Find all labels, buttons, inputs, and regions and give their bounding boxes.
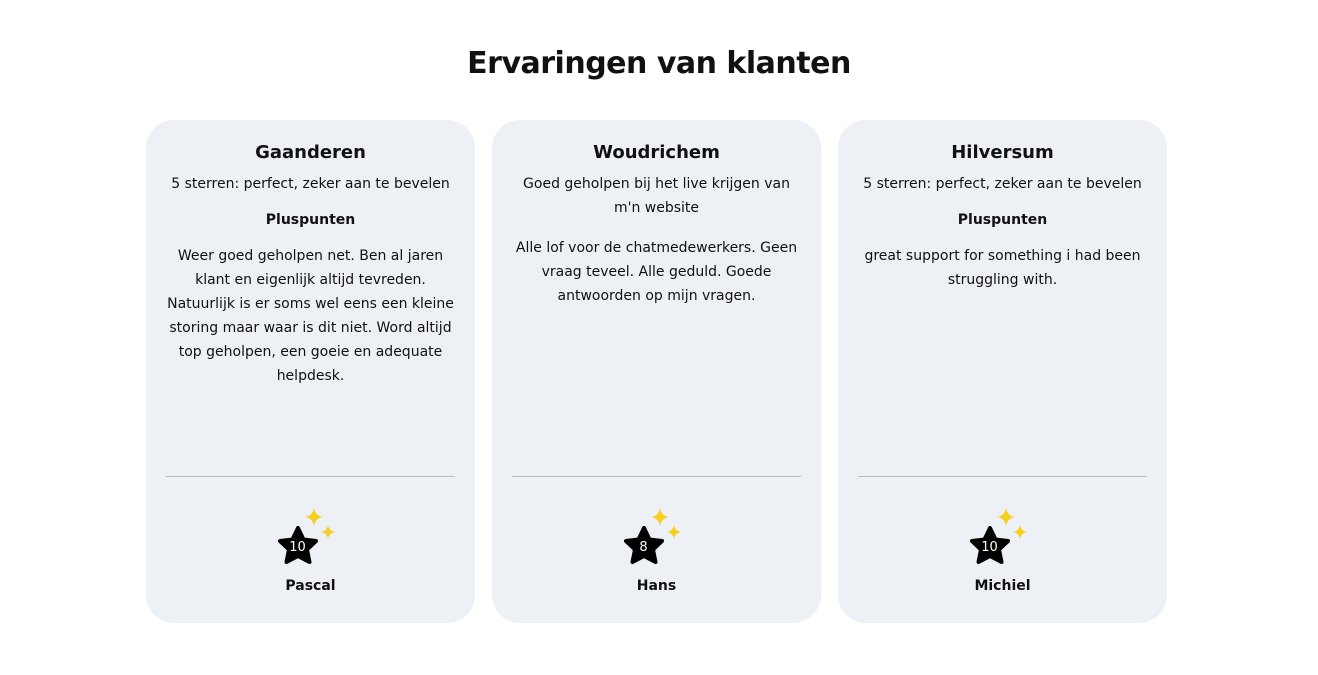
review-body: Alle lof voor de chatmedewerkers. Geen vraag teveel. Alle geduld. Goede antwoorden op mijn vragen.: [515, 240, 798, 304]
review-summary: 5 sterren: perfect, zeker aan te bevelen: [171, 176, 450, 192]
divider: [512, 476, 801, 477]
review-card: [146, 120, 475, 623]
score-badge: [276, 506, 346, 576]
review-summary: Goed geholpen bij het live krijgen van m'n website: [523, 176, 790, 216]
reviews-list: [146, 120, 1167, 623]
review-score: 8: [639, 540, 648, 555]
review-city: Hilversum: [951, 142, 1054, 163]
reviewer-name: Hans: [636, 578, 677, 594]
review-card: [492, 120, 821, 623]
review-body: Weer goed geholpen net. Ben al jaren klant en eigenlijk altijd tevreden. Natuurlijk is er soms wel eens een kleine storing maar waar is dit niet. Word altijd top geholpen, een goeie en adequate helpdesk.: [167, 248, 454, 384]
divider: [166, 476, 455, 477]
review-card: [838, 120, 1167, 623]
review-body: great support for something i had been struggling with.: [864, 248, 1141, 288]
review-summary: 5 sterren: perfect, zeker aan te bevelen: [863, 176, 1142, 192]
divider: [858, 476, 1147, 477]
review-score: 10: [981, 540, 998, 555]
review-city: Woudrichem: [593, 142, 720, 163]
review-score: 10: [289, 540, 306, 555]
review-label: Pluspunten: [265, 212, 356, 228]
score-badge: [968, 506, 1038, 576]
reviewer-name: Michiel: [974, 578, 1031, 594]
reviewer-name: Pascal: [285, 578, 336, 594]
review-city: Gaanderen: [255, 142, 366, 163]
review-label: Pluspunten: [957, 212, 1048, 228]
page-title: Ervaringen van klanten: [467, 46, 851, 81]
score-badge: [622, 506, 692, 576]
